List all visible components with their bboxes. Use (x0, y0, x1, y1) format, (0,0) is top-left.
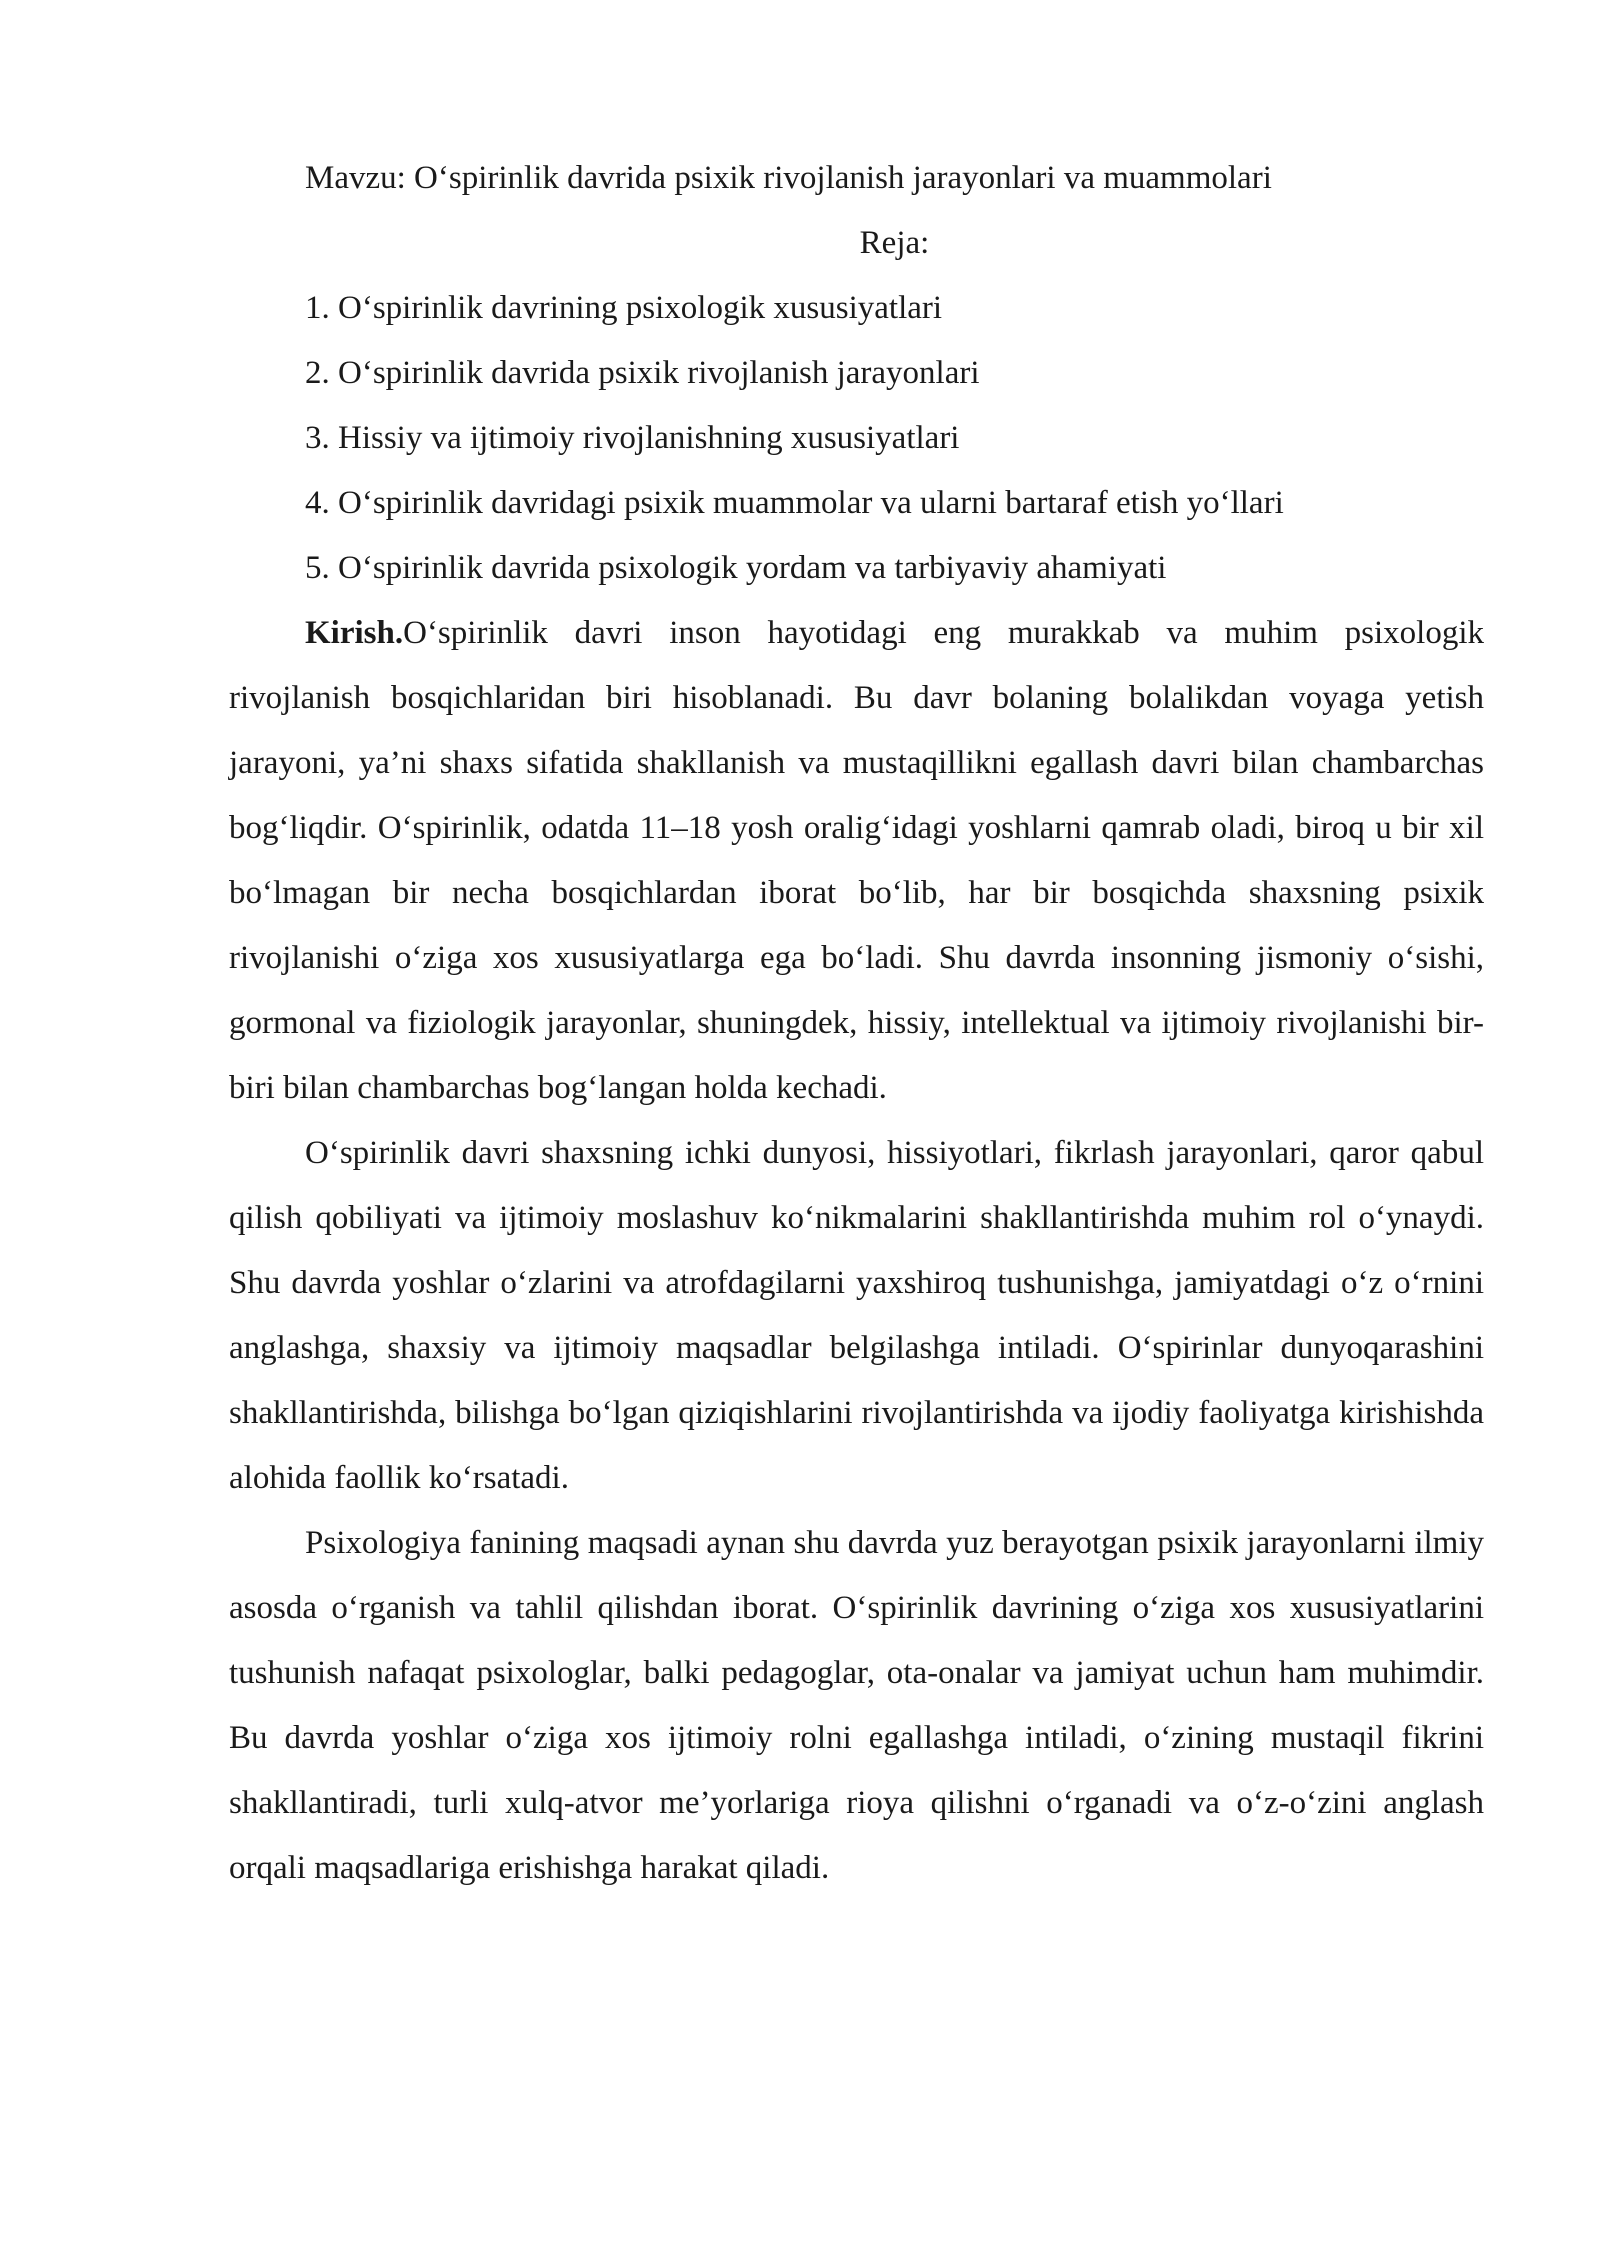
plan-item: 1. Oʻspirinlik davrining psixologik xususiyatlari (305, 290, 943, 326)
body-paragraph-2: Oʻspirinlik davri shaxsning ichki dunyosi, hissiyotlari, fikrlash jarayonlari, qaror qabul qilish qobiliyati va ijtimoiy moslashuv koʻnikmalarini shakllantirishda muhim rol oʻynaydi. Shu davrda yoshlar oʻzlarini va atrofdagilarni yaxshiroq tushunishga, jamiyatdagi oʻz oʻrnini anglashga, shaxsiy va ijtimoiy maqsadlar belgilashga intiladi. Oʻspirinlar dunyoqarashini shakllantirishda, bilishga boʻlgan qiziqishlarini rivojlantirishda va ijodiy faoliyatga kirishishda alohida faollik koʻrsatadi. (229, 1135, 1484, 1496)
plan-item: 2. Oʻspirinlik davrida psixik rivojlanish jarayonlari (305, 355, 980, 391)
plan-item: 5. Oʻspirinlik davrida psixologik yordam va tarbiyaviy ahamiyati (305, 550, 1167, 586)
document-body (229, 146, 1484, 1901)
plan-heading: Reja: (859, 225, 930, 261)
intro-text: Oʻspirinlik davri inson hayotidagi eng murakkab va muhim psixologik rivojlanish bosqichlaridan biri hisoblanadi. Bu davr bolaning bolalikdan voyaga yetish jarayoni, ya’ni shaxs sifatida shakllanish va mustaqillikni egallash davri bilan chambarchas bogʻliqdir. Oʻspirinlik, odatda 11–18 yosh oraligʻidagi yoshlarni qamrab oladi, biroq u bir xil boʻlmagan bir necha bosqichlardan iborat boʻlib, har bir bosqichda shaxsning psixik rivojlanishi oʻziga xos xususiyatlarga ega boʻladi. Shu davrda insonning jismoniy oʻsishi, gormonal va fiziologik jarayonlar, shuningdek, hissiy, intellektual va ijtimoiy rivojlanishi bir-biri bilan chambarchas bogʻlangan holda kechadi. (229, 615, 1484, 1106)
plan-item: 3. Hissiy va ijtimoiy rivojlanishning xususiyatlari (305, 420, 960, 456)
intro-lead: Kirish. (305, 615, 404, 651)
plan-list (229, 276, 1484, 601)
plan-item: 4. Oʻspirinlik davridagi psixik muammolar va ularni bartaraf etish yoʻllari (305, 485, 1284, 521)
body-paragraph-3: Psixologiya fanining maqsadi aynan shu davrda yuz berayotgan psixik jarayonlarni ilmiy asosda oʻrganish va tahlil qilishdan iborat. Oʻspirinlik davrining oʻziga xos xususiyatlarini tushunish nafaqat psixologlar, balki pedagoglar, ota-onalar va jamiyat uchun ham muhimdir. Bu davrda yoshlar oʻziga xos ijtimoiy rolni egallashga intiladi, oʻzining mustaqil fikrini shakllantiradi, turli xulq-atvor me’yorlariga rioya qilishni oʻrganadi va oʻz-oʻzini anglash orqali maqsadlariga erishishga harakat qiladi. (229, 1525, 1484, 1886)
document-title: Mavzu: Oʻspirinlik davrida psixik rivojlanish jarayonlari va muammolari (305, 160, 1272, 196)
intro-paragraph (229, 601, 1484, 1121)
